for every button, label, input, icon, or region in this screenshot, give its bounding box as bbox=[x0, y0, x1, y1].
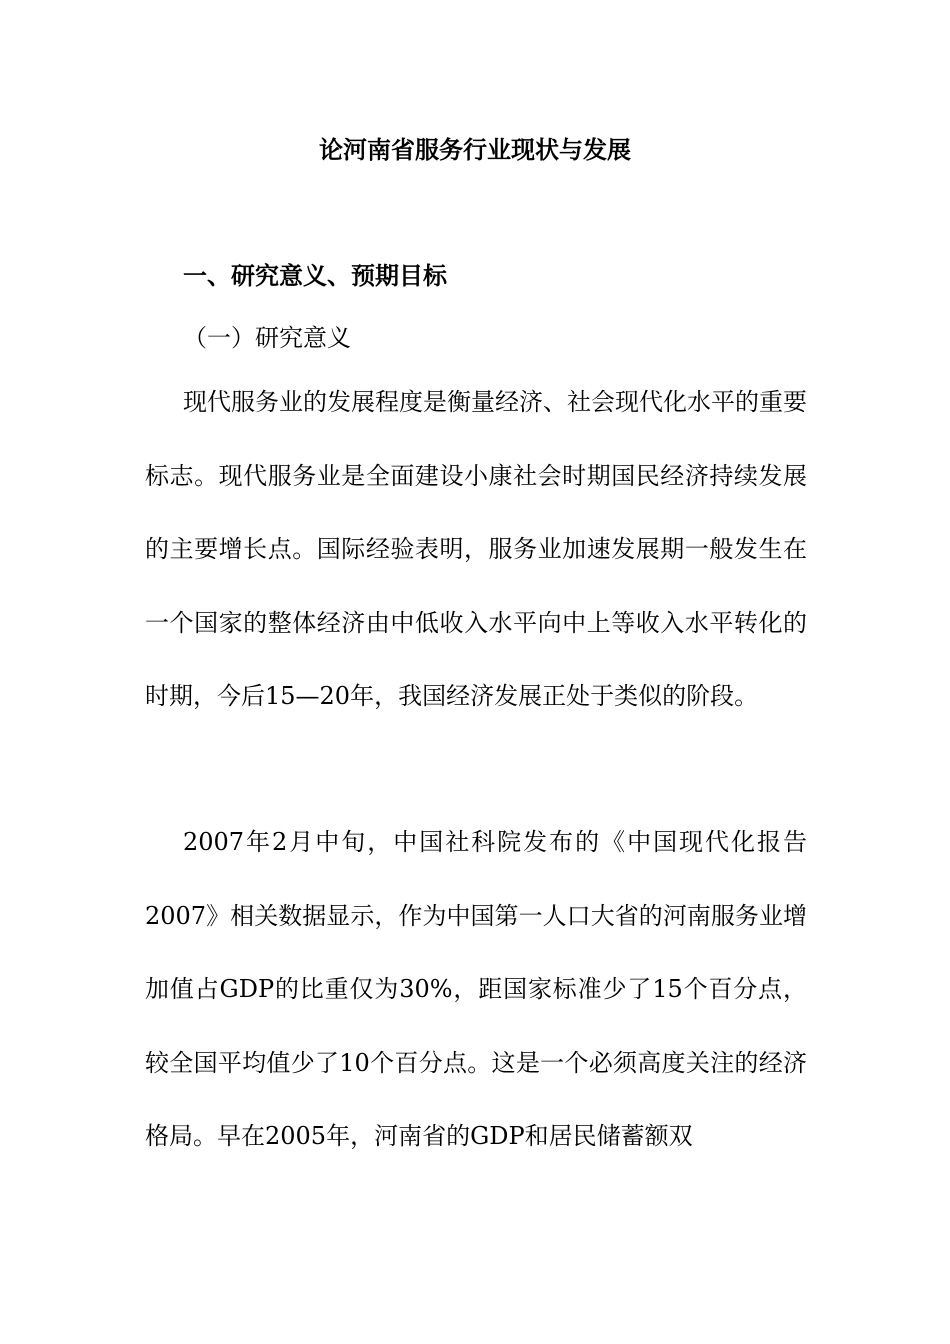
body-paragraph-1: 现代服务业的发展程度是衡量经济、社会现代化水平的重要标志。现代服务业是全面建设小康社会时期国民经济持续发展的主要增长点。国际经验表明，服务业加速发展期一般发生在一个国家的整体经济由中低收入水平向中上等收入水平转化的时期，今后15—20年，我国经济发展正处于类似的阶段。 bbox=[145, 388, 807, 710]
body-paragraph-2: 2007年2月中旬，中国社科院发布的《中国现代化报告2007》相关数据显示，作为中国第一人口大省的河南服务业增加值占GDP的比重仅为30%，距国家标准少了15个百分点，较全国平均值少了10个百分点。这是一个必须高度关注的经济格局。早在2005年，河南省的GDP和居民储蓄额双 bbox=[145, 828, 807, 1150]
sub-heading: （一）研究意义 bbox=[183, 324, 351, 352]
section-heading: 一、研究意义、预期目标 bbox=[183, 261, 447, 290]
document-title: 论河南省服务行业现状与发展 bbox=[319, 135, 631, 164]
